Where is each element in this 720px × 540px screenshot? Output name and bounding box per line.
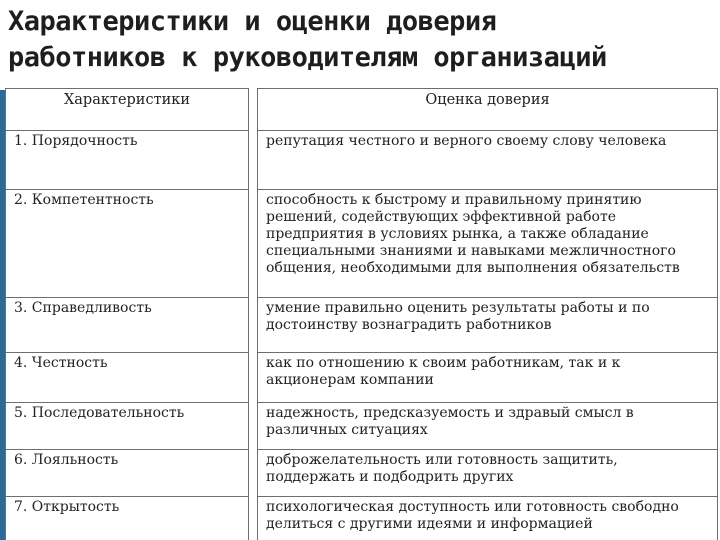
assessment-cell: умение правильно оценить результаты работы и по достоинству вознаградить работников [258,298,718,353]
assessment-cell: как по отношению к своим работникам, так и к акционерам компании [258,353,718,403]
table-row [6,450,718,497]
table-row [6,298,718,353]
characteristic-cell: 3. Справедливость [6,298,249,353]
column-gap [249,190,258,298]
slide-title-line-1: Характеристики и оценки доверия [8,6,497,37]
column-gap [249,298,258,353]
header-characteristics: Характеристики [6,89,249,131]
characteristic-cell: 5. Последовательность [6,403,249,450]
slide-title [8,4,714,76]
characteristic-cell: 2. Компетентность [6,190,249,298]
characteristic-cell: 6. Лояльность [6,450,249,497]
table-row [6,353,718,403]
characteristic-cell: 4. Честность [6,353,249,403]
trust-characteristics-table [5,88,718,540]
table-row [6,190,718,298]
column-gap [249,497,258,540]
column-gap [249,450,258,497]
column-gap [249,403,258,450]
table-row [6,403,718,450]
assessment-cell: психологическая доступность или готовность свободно делиться с другими идеями и информацией [258,497,718,540]
column-gap [249,353,258,403]
column-gap [249,89,258,131]
assessment-cell: репутация честного и верного своему слову человека [258,131,718,190]
assessment-cell: доброжелательность или готовность защитить, поддержать и подбодрить других [258,450,718,497]
assessment-cell: надежность, предсказуемость и здравый смысл в различных ситуациях [258,403,718,450]
column-gap [249,131,258,190]
table-row [6,497,718,540]
assessment-cell: способность к быстрому и правильному принятию решений, содействующих эффективной работе предприятия в условиях рынка, а также обладание специальными знаниями и навыками межличностного общения, необходимыми для выполнения обязательств [258,190,718,298]
trust-table-container [5,88,718,540]
table-header-row [6,89,718,131]
characteristic-cell: 1. Порядочность [6,131,249,190]
characteristic-cell: 7. Открытость [6,497,249,540]
slide-title-line-2: работников к руководителям организаций [8,42,607,73]
table-row [6,131,718,190]
header-trust-assessment: Оценка доверия [258,89,718,131]
